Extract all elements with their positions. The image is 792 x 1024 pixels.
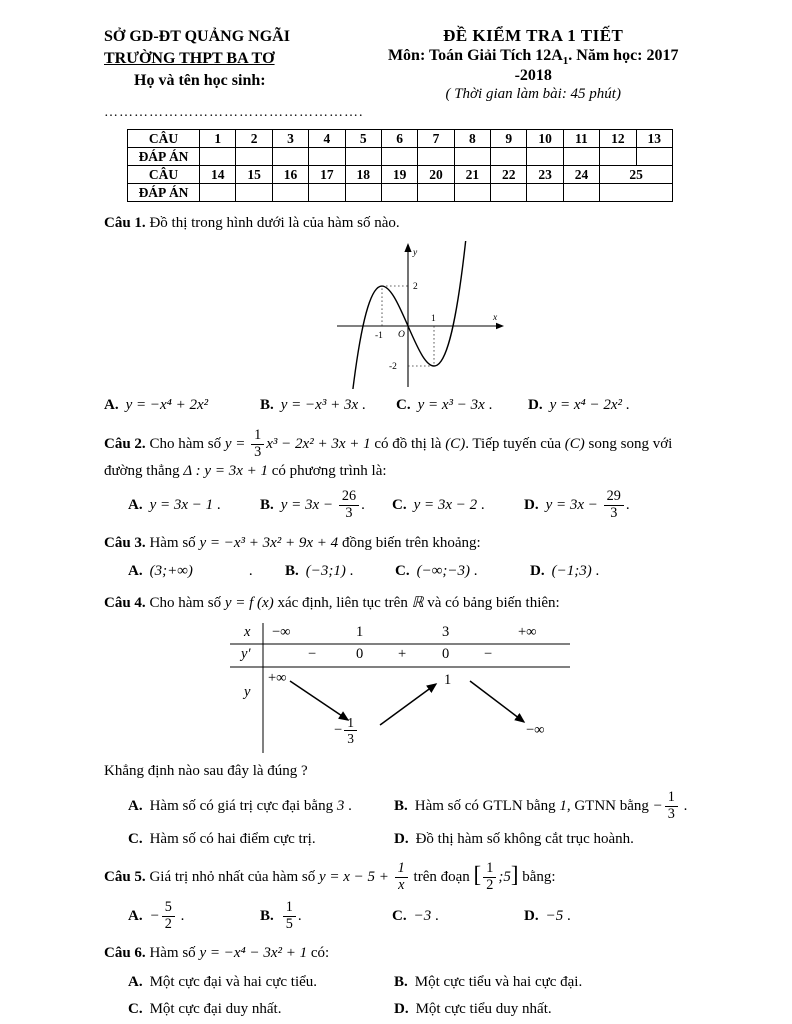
row-label: CÂU <box>128 130 200 148</box>
question-number: 14 <box>200 166 236 184</box>
option-c: C. Một cực đại duy nhất. <box>128 1000 282 1017</box>
answer-grid-row-answers-1 <box>128 148 673 166</box>
answer-cell-empty <box>454 148 490 166</box>
question-2-options <box>104 489 692 522</box>
answer-cell-empty <box>309 148 345 166</box>
answer-cell-empty <box>236 148 272 166</box>
option-a: A. (3;+∞) . <box>128 562 253 579</box>
question-4-stem: Câu 4. Cho hàm số y = f (x) xác định, liên tục trên ℝ và có bảng biến thiên: <box>104 595 560 612</box>
question-3 <box>104 533 692 583</box>
question-4-options <box>104 790 692 850</box>
answer-cell-empty <box>527 148 563 166</box>
option-b: B. Một cực tiểu và hai cực đại. <box>394 973 583 990</box>
vt-y-min: − $\frac{1}{3}$ <box>334 715 359 746</box>
y-axis-arrow-icon <box>404 243 411 252</box>
option-a: A. Hàm số có giá trị cực đại bằng 3 . <box>128 797 352 814</box>
dotted-fill-line: ……………………………………………. <box>104 105 364 121</box>
vt-yprime-label: y′ <box>241 646 251 662</box>
row-label: ĐÁP ÁN <box>128 148 200 166</box>
option-d: D. y = 3x − $\frac{29}{3}$ . <box>524 487 630 521</box>
question-label: Câu 1. <box>104 215 146 232</box>
answer-cell-empty <box>636 148 673 166</box>
question-6 <box>104 943 692 1019</box>
option-c: C. (−∞;−3) . <box>395 562 478 579</box>
answer-cell-empty <box>200 184 236 202</box>
answer-cell-empty <box>527 184 563 202</box>
option-b: B. y = 3x − $\frac{26}{3}$ . <box>260 487 365 521</box>
question-3-options <box>104 560 692 582</box>
question-number: 25 <box>600 166 673 184</box>
answer-cell-empty <box>381 184 417 202</box>
exam-duration: ( Thời gian làm bài: 45 phút) <box>445 86 621 103</box>
row-label: CÂU <box>128 166 200 184</box>
x-tick-neg1: -1 <box>375 330 383 341</box>
question-4-claim: Khẳng định nào sau đây là đúng ? <box>104 763 308 779</box>
question-number: 23 <box>527 166 563 184</box>
question-label: Câu 4. <box>104 595 146 612</box>
header-right <box>374 26 692 103</box>
answer-grid-row-questions-2 <box>128 166 673 184</box>
answer-cell-empty <box>418 184 454 202</box>
question-number: 3 <box>272 130 308 148</box>
question-5-options <box>104 900 692 933</box>
question-label: Câu 2. <box>104 435 146 452</box>
y-axis-label: y <box>413 247 418 258</box>
option-d: D. (−1;3) . <box>530 562 600 579</box>
answer-cell-empty <box>563 148 599 166</box>
x-axis-label: x <box>493 312 498 323</box>
question-3-stem: Câu 3. Hàm số y = −x³ + 3x² + 9x + 4 đồng biến trên khoảng: <box>104 534 481 551</box>
question-number: 16 <box>272 166 308 184</box>
option-b: B. $\frac{1}{5}$ . <box>260 898 302 932</box>
vt-yprime-sign: − <box>308 646 317 662</box>
question-number: 10 <box>527 130 563 148</box>
x-tick-1: 1 <box>431 313 436 324</box>
header-left <box>104 26 374 103</box>
option-c: C. −3 . <box>392 907 439 924</box>
vt-y-label: y <box>244 684 251 700</box>
department-name: SỞ GD-ĐT QUẢNG NGÃI <box>104 28 290 45</box>
exam-subject: Môn: Toán Giải Tích $12A_1$. Năm học: 2017 -2018 <box>387 47 679 85</box>
question-5 <box>104 861 692 933</box>
question-number: 20 <box>418 166 454 184</box>
question-number: 2 <box>236 130 272 148</box>
question-number: 22 <box>491 166 527 184</box>
exam-title: ĐỀ KIỂM TRA 1 TIẾT <box>443 26 624 45</box>
question-number: 17 <box>309 166 345 184</box>
option-d: D. Một cực tiểu duy nhất. <box>394 1000 552 1017</box>
question-number: 5 <box>345 130 381 148</box>
question-label: Câu 3. <box>104 534 146 551</box>
y-tick-2: 2 <box>413 281 418 292</box>
answer-cell-empty <box>381 148 417 166</box>
variation-table-grid <box>230 623 570 753</box>
origin-label: O <box>398 329 405 340</box>
question-number: 18 <box>345 166 381 184</box>
x-axis-arrow-icon <box>496 323 504 329</box>
option-a: A. − $\frac{5}{2}$ . <box>128 898 185 932</box>
answer-cell-empty <box>600 184 673 202</box>
answer-cell-empty <box>454 184 490 202</box>
answer-cell-empty <box>200 148 236 166</box>
question-number: 11 <box>563 130 599 148</box>
decreasing-arrow-icon <box>470 681 524 722</box>
answer-cell-empty <box>345 184 381 202</box>
option-c: C. y = 3x − 2 . <box>392 496 485 513</box>
vt-y-end: −∞ <box>526 722 545 738</box>
question-number: 24 <box>563 166 599 184</box>
vt-y-start: +∞ <box>268 670 287 686</box>
question-4 <box>104 593 692 849</box>
question-1 <box>104 213 692 417</box>
question-1-stem: Câu 1. Đồ thị trong hình dưới là của hàm số nào. <box>104 215 400 232</box>
question-1-options <box>104 395 692 417</box>
option-b: B. y = −x³ + 3x . <box>260 397 366 414</box>
option-d: D. −5 . <box>524 907 571 924</box>
vt-y-max: 1 <box>444 672 452 688</box>
vt-x-value: +∞ <box>518 624 537 640</box>
question-6-stem: Câu 6. Hàm số y = −x⁴ − 3x² + 1 có: <box>104 945 330 962</box>
answer-cell-empty <box>418 148 454 166</box>
question-label: Câu 5. <box>104 868 146 885</box>
y-tick-neg2: -2 <box>389 361 397 372</box>
vt-yprime-sign: + <box>398 646 407 662</box>
answer-cell-empty <box>491 148 527 166</box>
question-number: 1 <box>200 130 236 148</box>
answer-grid <box>127 129 673 202</box>
row-label: ĐÁP ÁN <box>128 184 200 202</box>
option-d: D. Đồ thị hàm số không cắt trục hoành. <box>394 831 634 848</box>
increasing-arrow-icon <box>380 684 436 725</box>
question-number: 19 <box>381 166 417 184</box>
variation-table <box>230 623 570 753</box>
option-b: B. (−3;1) . <box>285 562 354 579</box>
answer-cell-empty <box>272 184 308 202</box>
question-number: 21 <box>454 166 490 184</box>
answer-grid-row-answers-2 <box>128 184 673 202</box>
vt-x-value: 3 <box>442 624 450 640</box>
question-number: 9 <box>491 130 527 148</box>
student-name-label: Họ và tên học sinh: <box>134 72 266 90</box>
question-5-stem: Câu 5. Giá trị nhỏ nhất của hàm số y = x − 5 + $\frac{1}{x}$ trên đoạn [ $\frac{1}{2}$ ;5] bằng: <box>104 859 556 893</box>
question-number: 4 <box>309 130 345 148</box>
option-a: A. Một cực đại và hai cực tiểu. <box>128 973 318 990</box>
answer-cell-empty <box>272 148 308 166</box>
answer-cell-empty <box>236 184 272 202</box>
vt-x-value: −∞ <box>272 624 291 640</box>
option-a: A. y = −x⁴ + 2x² <box>104 397 209 414</box>
answer-grid-row-questions-1 <box>128 130 673 148</box>
question-2-stem: Câu 2. Cho hàm số y = $\frac{1}{3}$ x³ − 2x² + 3x + 1 có đồ thị là (C). Tiếp tuyến của (C) song song với đường thẳng Δ : y = 3x + 1 có phương trình là: <box>104 426 673 479</box>
question-2 <box>104 428 692 522</box>
exam-header <box>104 26 692 103</box>
answer-cell-empty <box>309 184 345 202</box>
option-b: B. Hàm số có GTLN bằng 1, GTNN bằng − $\frac{1}{3}$ . <box>394 788 688 822</box>
class-subscript: 1 <box>562 55 569 68</box>
vt-yprime-sign: 0 <box>442 646 450 662</box>
function-graph <box>333 241 533 389</box>
question-number: 7 <box>418 130 454 148</box>
option-c: C. y = x³ − 3x . <box>396 397 493 414</box>
school-name: TRƯỜNG THPT BA TƠ <box>104 50 275 68</box>
question-number: 15 <box>236 166 272 184</box>
answer-cell-empty <box>563 184 599 202</box>
vt-x-value: 1 <box>356 624 364 640</box>
answer-cell-empty <box>600 148 636 166</box>
question-number: 12 <box>600 130 636 148</box>
option-c: C. Hàm số có hai điểm cực trị. <box>128 831 316 848</box>
vt-yprime-sign: 0 <box>356 646 364 662</box>
question-6-options <box>104 972 692 1019</box>
option-d: D. y = x⁴ − 2x² . <box>528 397 630 414</box>
question-number: 13 <box>636 130 673 148</box>
question-number: 6 <box>381 130 417 148</box>
cubic-curve <box>352 241 466 389</box>
vt-x-label: x <box>244 624 251 640</box>
answer-cell-empty <box>491 184 527 202</box>
vt-yprime-sign: − <box>484 646 493 662</box>
question-label: Câu 6. <box>104 945 146 962</box>
question-number: 8 <box>454 130 490 148</box>
option-a: A. y = 3x − 1 . <box>128 496 221 513</box>
answer-cell-empty <box>345 148 381 166</box>
